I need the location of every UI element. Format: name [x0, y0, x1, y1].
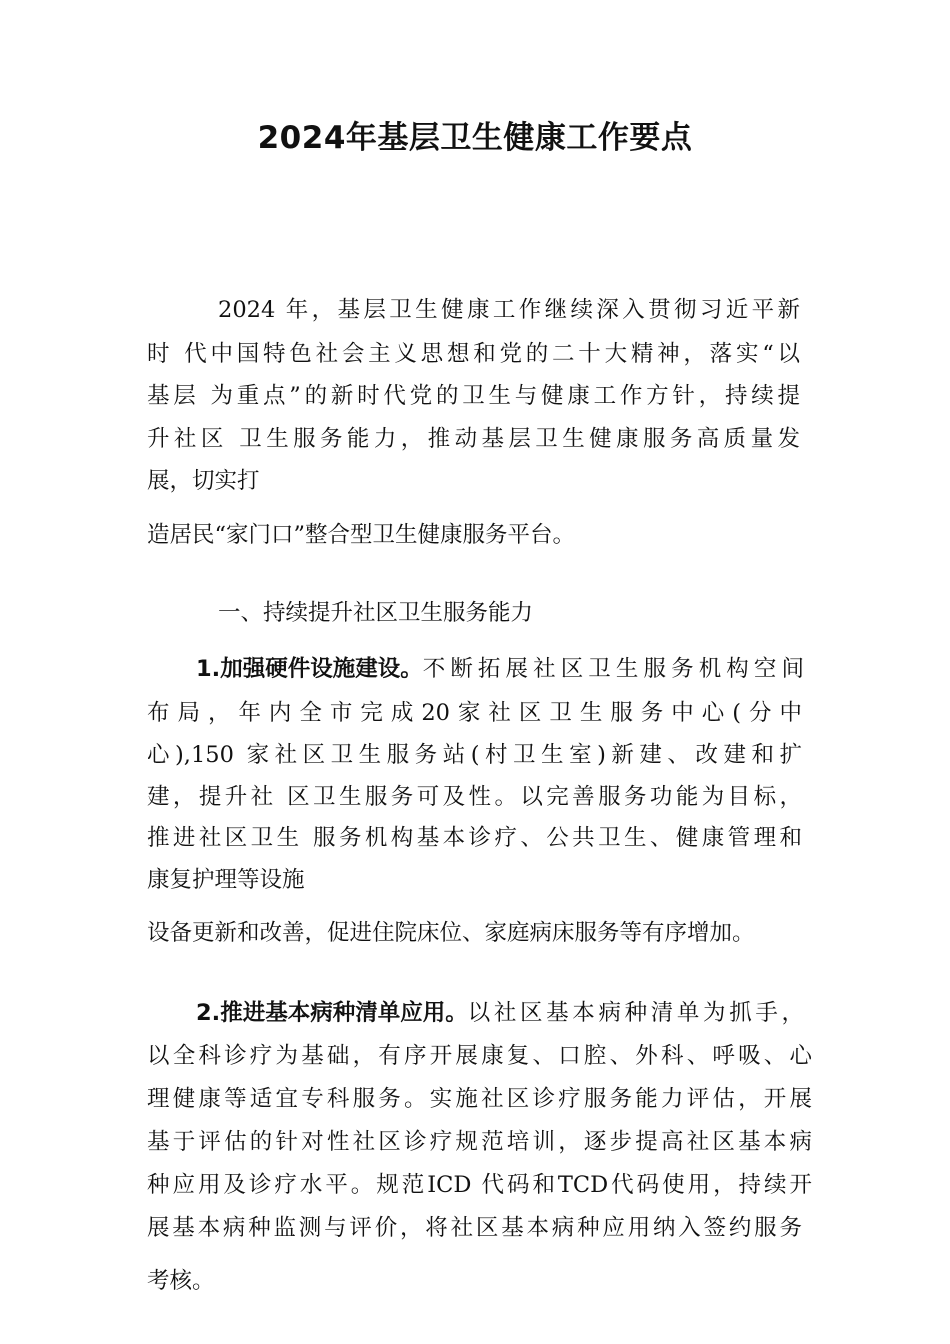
item2-line-1: 以社区基本病种清单为抓手，	[467, 1000, 804, 1026]
item1-line-5: 推进社区卫生 服务机构基本诊疗、公共卫生、健康管理和	[147, 825, 802, 851]
item1-line-4: 建，提升社 区卫生服务可及性。以完善服务功能为目标，	[147, 784, 802, 810]
item1-line-7: 设备更新和改善，促进住院床位、家庭病床服务等有序增加。	[147, 920, 755, 946]
item1-line-6: 康复护理等设施	[147, 867, 305, 893]
item1-lead: 1.加强硬件设施建设。	[196, 656, 423, 682]
item2-line-4: 基于评估的针对性社区诊疗规范培训，逐步提高社区基本病	[147, 1129, 812, 1155]
item2-line-5: 种应用及诊疗水平。规范ICD 代码和TCD代码使用，持续开	[147, 1172, 812, 1198]
intro-line-1: 2024 年，基层卫生健康工作继续深入贯彻习近平新	[218, 297, 800, 323]
intro-line-2: 时 代中国特色社会主义思想和党的二十大精神，落实“以	[147, 341, 800, 367]
item1-line-2: 布局，年内全市完成20家社区卫生服务中心(分中	[147, 700, 802, 726]
item1-first-line	[196, 653, 804, 685]
item2-lead: 2.推进基本病种清单应用。	[196, 1000, 468, 1026]
item2-line-3: 理健康等适宜专科服务。实施社区诊疗服务能力评估，开展	[147, 1086, 812, 1112]
item2-line-6: 展基本病种监测与评价，将社区基本病种应用纳入签约服务	[147, 1215, 802, 1241]
intro-line-4: 升社区 卫生服务能力，推动基层卫生健康服务高质量发	[147, 426, 800, 452]
item1-line-3: 心),150 家社区卫生服务站(村卫生室)新建、改建和扩	[147, 742, 802, 768]
intro-line-5: 展，切实打	[147, 468, 260, 494]
intro-line-6: 造居民“家门口”整合型卫生健康服务平台。	[147, 522, 576, 548]
intro-line-3: 基层 为重点”的新时代党的卫生与健康工作方针，持续提	[147, 383, 800, 409]
item2-line-7: 考核。	[147, 1268, 215, 1294]
item2-first-line	[196, 997, 804, 1029]
section-heading: 一、持续提升社区卫生服务能力	[218, 600, 534, 626]
item2-line-2: 以全科诊疗为基础，有序开展康复、口腔、外科、呼吸、心	[147, 1043, 812, 1069]
document-title: 2024年基层卫生健康工作要点	[257, 120, 693, 156]
item1-line-1: 不断拓展社区卫生服务机构空间	[422, 656, 804, 682]
